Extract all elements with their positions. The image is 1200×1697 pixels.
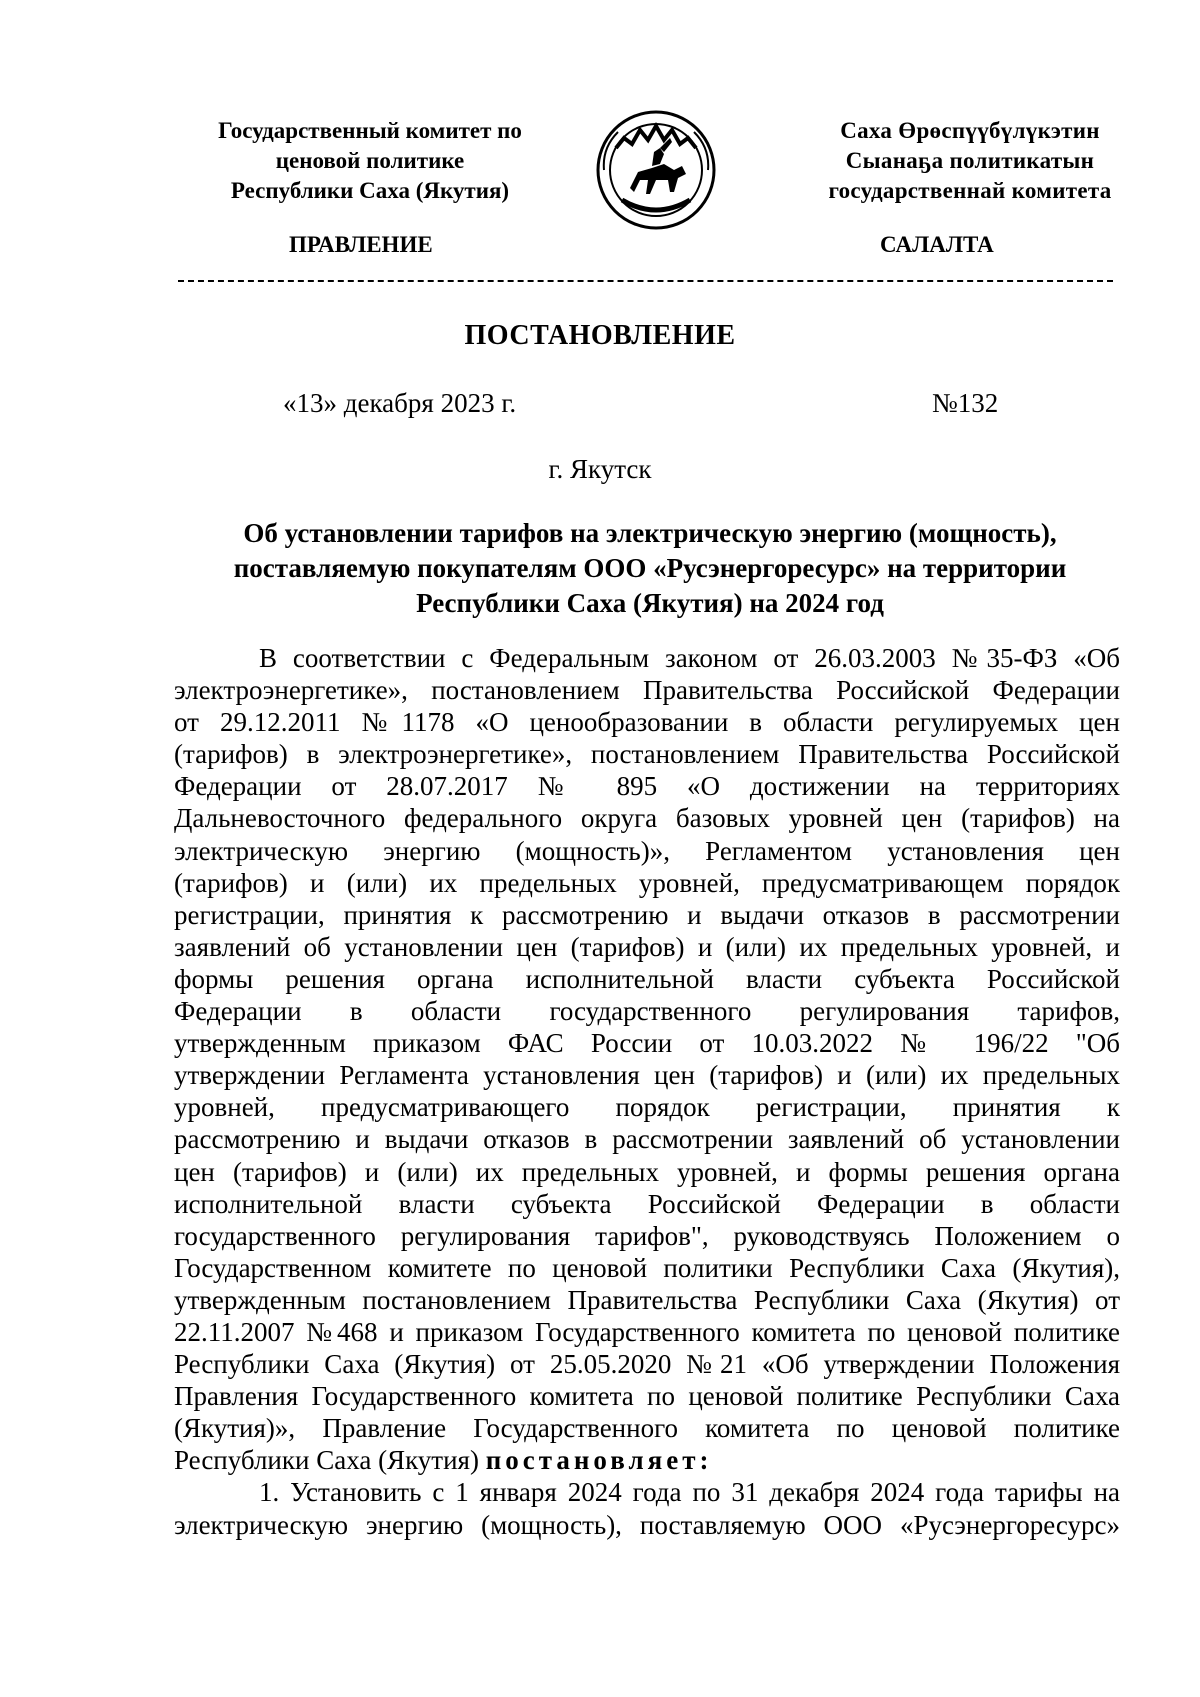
body-line: электроэнергетике», постановлением Правительства Российской Федерации bbox=[174, 675, 1120, 706]
body-line: электрическую энергию (мощность)», Регламентом установления цен bbox=[174, 835, 1120, 866]
body-line: В соответствии с Федеральным законом от 26.03.2003 №35-ФЗ «Об bbox=[259, 643, 1120, 673]
body-line: утверждении Регламента установления цен (тарифов) и (или) их предельных bbox=[174, 1060, 1120, 1091]
document-city: г. Якутск bbox=[548, 454, 652, 484]
item-1-line: 1. Установить с 1 января 2024 года по 31 декабря 2024 года тарифы на bbox=[259, 1477, 1120, 1508]
body-line: цен (тарифов) и (или) их предельных уровней, и формы решения органа bbox=[174, 1156, 1120, 1187]
document-body bbox=[174, 642, 1120, 1541]
body-line: заявлений об установлении цен (тарифов) и (или) их предельных уровней, и bbox=[174, 931, 1120, 962]
committee-name-line: государственнай комитета bbox=[828, 178, 1112, 203]
committee-name-line: Республики Саха (Якутия) bbox=[230, 178, 510, 203]
body-line: Правления Государственного комитета по ценовой политике Республики Саха bbox=[174, 1381, 1120, 1412]
board-label-yakut: САЛАЛТА bbox=[880, 232, 994, 257]
committee-name-yakut bbox=[780, 116, 1160, 206]
body-line: формы решения органа исполнительной власти субъекта Российской bbox=[174, 963, 1120, 994]
resolve-line bbox=[174, 1444, 1120, 1476]
document-subject bbox=[180, 516, 1120, 621]
subject-line: Об установлении тарифов на электрическую энергию (мощность), bbox=[243, 518, 1057, 548]
body-line: утвержденным приказом ФАС России от 10.03.2022 № 196/22 "Об bbox=[174, 1028, 1120, 1059]
board-label-russian: ПРАВЛЕНИЕ bbox=[289, 232, 433, 257]
committee-name-line: Саха Өрөспүүбүлүкэтин bbox=[840, 118, 1100, 143]
document-number: №132 bbox=[932, 388, 999, 418]
body-line: Федерации от 28.07.2017 № 895 «О достижении на территориях bbox=[174, 771, 1120, 802]
document-title: ПОСТАНОВЛЕНИЕ bbox=[464, 320, 736, 351]
committee-name-line: ценовой политике bbox=[275, 148, 465, 173]
header-divider bbox=[178, 280, 1113, 282]
item-1-line: электрическую энергию (мощность), поставляемую ООО «Русэнергоресурс» bbox=[174, 1509, 1120, 1540]
body-line: регистрации, принятия к рассмотрению и выдачи отказов в рассмотрении bbox=[174, 899, 1120, 930]
body-line: от 29.12.2011 №1178 «О ценообразовании в области регулируемых цен bbox=[174, 707, 1120, 738]
subject-line: поставляемую покупателям ООО «Русэнергоресурс» на территории bbox=[233, 553, 1067, 583]
subject-line: Республики Саха (Якутия) на 2024 год bbox=[416, 588, 884, 618]
committee-name-line: Государственный комитет по bbox=[218, 118, 522, 143]
body-line: (Якутия)», Правление Государственного комитета по ценовой политике bbox=[174, 1413, 1120, 1444]
coat-of-arms-emblem bbox=[594, 108, 718, 232]
body-line: рассмотрению и выдачи отказов в рассмотрении заявлений об установлении bbox=[174, 1124, 1120, 1155]
document-date: «13» декабря 2023 г. bbox=[283, 388, 517, 418]
resolve-word: постановляет: bbox=[485, 1445, 713, 1476]
body-line: исполнительной власти субъекта Российской Федерации в области bbox=[174, 1188, 1120, 1219]
body-line: Федерации в области государственного регулирования тарифов, bbox=[174, 996, 1120, 1027]
committee-name-line: Сыанаҕа политикатын bbox=[845, 148, 1095, 173]
resolve-prefix: Республики Саха (Якутия) bbox=[174, 1445, 486, 1476]
body-line: утвержденным постановлением Правительства Республики Саха (Якутия) от bbox=[174, 1284, 1120, 1315]
body-line: (тарифов) в электроэнергетике», постановлением Правительства Российской bbox=[174, 739, 1120, 770]
body-line: государственного регулирования тарифов", руководствуясь Положением о bbox=[174, 1220, 1120, 1251]
body-line: 22.11.2007 №468 и приказом Государственного комитета по ценовой политике bbox=[174, 1316, 1120, 1347]
body-line: (тарифов) и (или) их предельных уровней, предусматривающем порядок bbox=[174, 867, 1120, 898]
body-line: Дальневосточного федерального округа базовых уровней цен (тарифов) на bbox=[174, 803, 1120, 834]
body-line: Республики Саха (Якутия) от 25.05.2020 №21 «Об утверждении Положения bbox=[174, 1349, 1120, 1380]
committee-name-russian bbox=[180, 116, 560, 206]
body-line: Государственном комитете по ценовой политики Республики Саха (Якутия), bbox=[174, 1252, 1120, 1283]
body-line: уровней, предусматривающего порядок регистрации, принятия к bbox=[174, 1092, 1120, 1123]
